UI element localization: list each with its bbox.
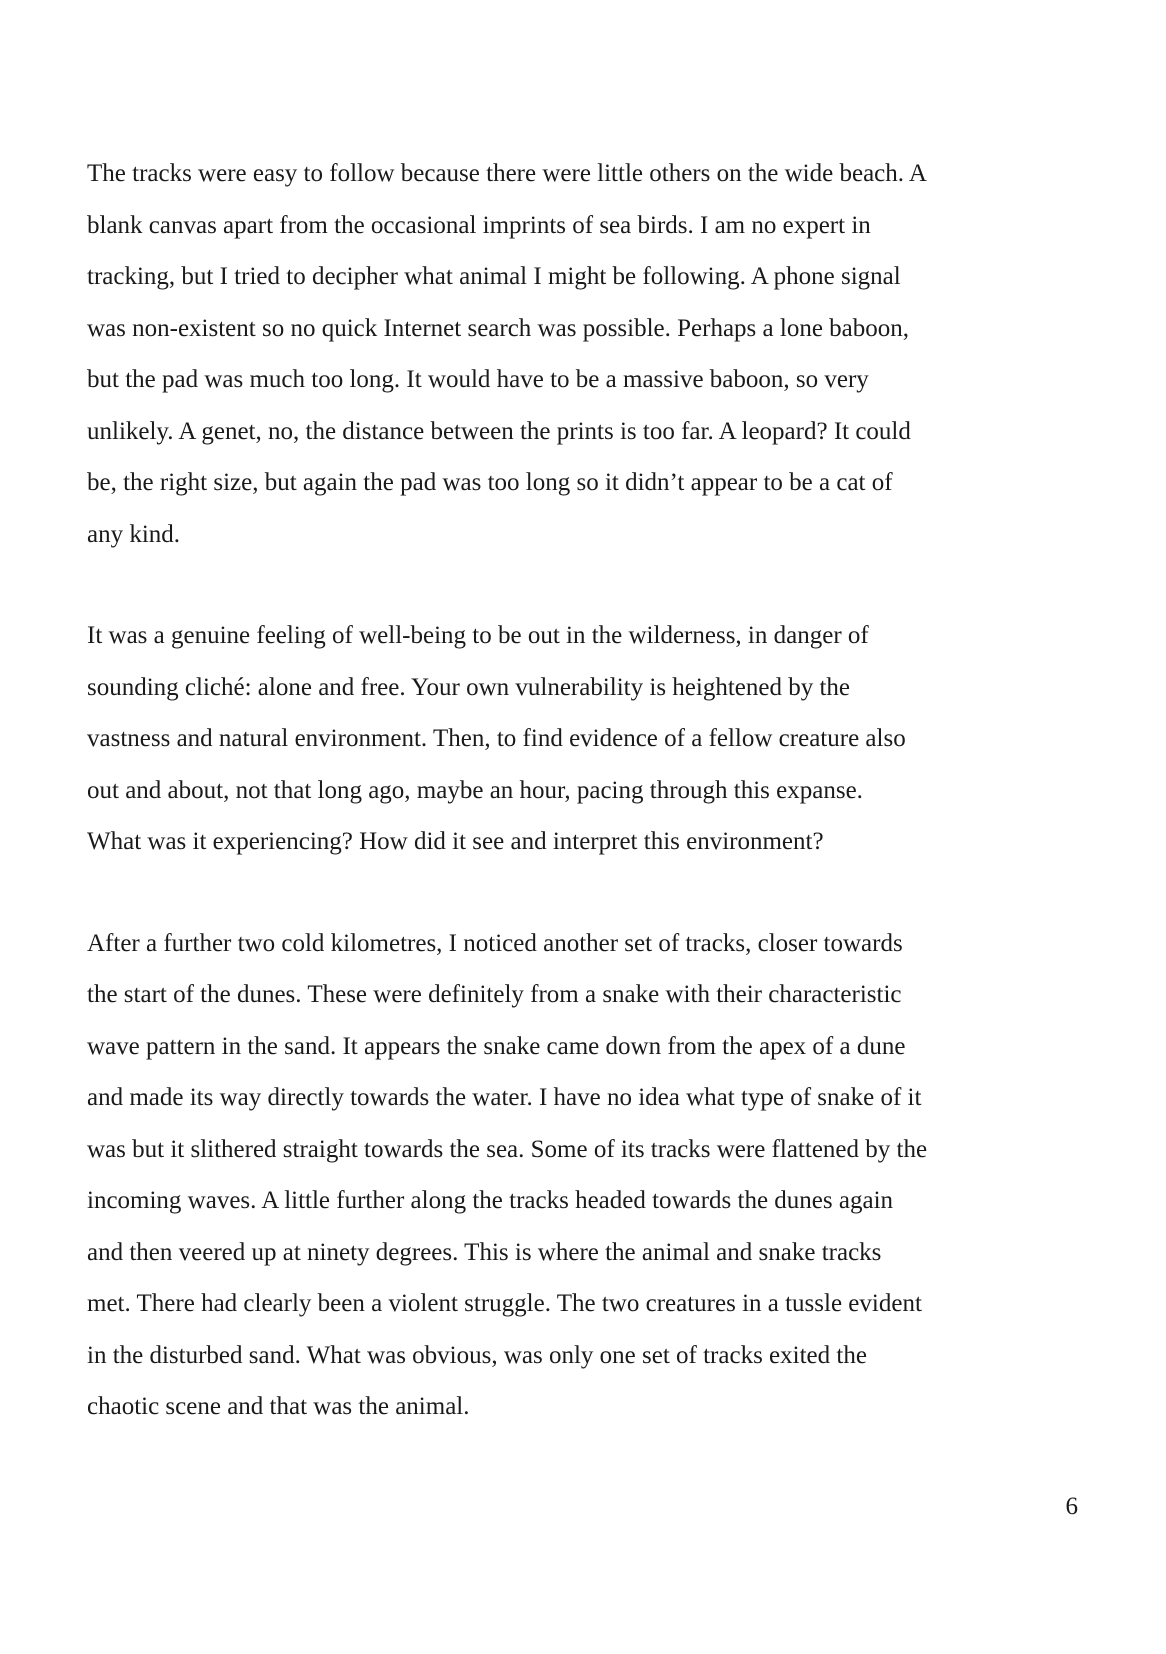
text-line: The tracks were easy to follow because there were little others on the wide beach. A bbox=[87, 160, 927, 187]
text-line: incoming waves. A little further along the tracks headed towards the dunes again bbox=[87, 1187, 894, 1214]
text-line: chaotic scene and that was the animal. bbox=[87, 1393, 470, 1420]
body-text bbox=[87, 148, 1087, 1483]
text-line: be, the right size, but again the pad was too long so it didn’t appear to be a cat of bbox=[87, 469, 893, 496]
text-line: and then veered up at ninety degrees. This is where the animal and snake tracks bbox=[87, 1238, 882, 1266]
text-line: It was a genuine feeling of well-being to be out in the wilderness, in danger of bbox=[87, 622, 869, 649]
text-line: was non-existent so no quick Internet search was possible. Perhaps a lone baboon, bbox=[87, 314, 910, 342]
text-line: and made its way directly towards the water. I have no idea what type of snake of it bbox=[87, 1084, 922, 1111]
text-line: After a further two cold kilometres, I noticed another set of tracks, closer towards bbox=[87, 929, 903, 957]
text-line: was but it slithered straight towards the sea. Some of its tracks were flattened by the bbox=[87, 1135, 928, 1163]
text-line: in the disturbed sand. What was obvious, was only one set of tracks exited the bbox=[87, 1341, 867, 1369]
text-line: blank canvas apart from the occasional imprints of sea birds. I am no expert in bbox=[87, 211, 871, 239]
text-line: the start of the dunes. These were definitely from a snake with their characteristic bbox=[87, 981, 902, 1008]
text-line: met. There had clearly been a violent struggle. The two creatures in a tussle evident bbox=[87, 1290, 922, 1317]
page-number: 6 bbox=[1065, 1493, 1078, 1520]
text-line: out and about, not that long ago, maybe an hour, pacing through this expanse. bbox=[87, 776, 863, 804]
text-line: What was it experiencing? How did it see and interpret this environment? bbox=[87, 828, 824, 855]
text-line: any kind. bbox=[87, 520, 181, 548]
text-line: but the pad was much too long. It would have to be a massive baboon, so very bbox=[87, 366, 869, 393]
text-line: sounding cliché: alone and free. Your own vulnerability is heightened by the bbox=[87, 673, 851, 701]
paragraph-1 bbox=[87, 148, 1087, 560]
text-line: tracking, but I tried to decipher what animal I might be following. A phone signal bbox=[87, 263, 901, 290]
paragraph-3 bbox=[87, 918, 1087, 1433]
text-line: vastness and natural environment. Then, to find evidence of a fellow creature also bbox=[87, 725, 906, 752]
text-line: unlikely. A genet, no, the distance between the prints is too far. A leopard? It could bbox=[87, 417, 911, 445]
text-line: wave pattern in the sand. It appears the snake came down from the apex of a dune bbox=[87, 1032, 906, 1060]
paragraph-2 bbox=[87, 610, 1087, 868]
